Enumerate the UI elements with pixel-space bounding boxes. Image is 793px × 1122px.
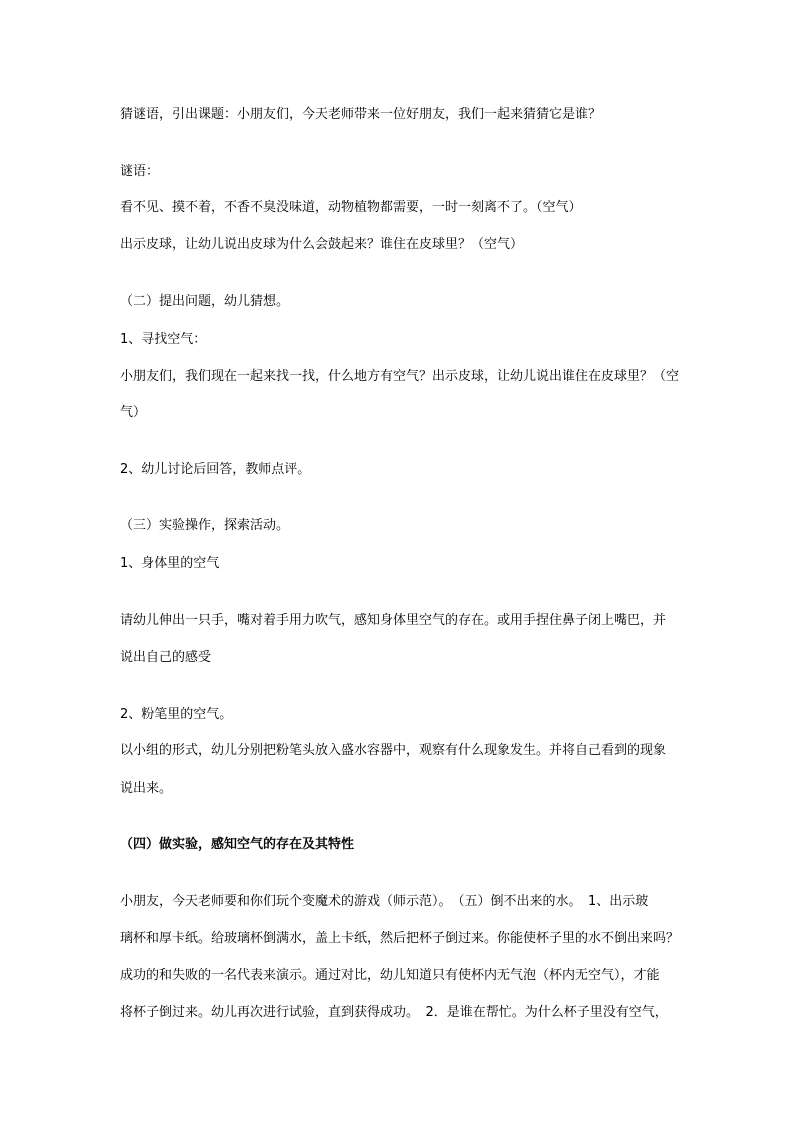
item-body-air: 1、身体里的空气 xyxy=(120,556,220,571)
paragraph-magic-line1: 小朋友，今天老师要和你们玩个变魔术的游戏（师示范）。 （五）倒不出来的水。 1、出示玻 xyxy=(120,894,649,909)
section-heading-4: （四）做实验，感知空气的存在及其特性 xyxy=(120,837,355,852)
paragraph-find-air-line1: 小朋友们，我们现在一起来找一找，什么地方有空气？出示皮球，让幼儿说出谁住在皮球里？（空 xyxy=(120,369,680,384)
paragraph-find-air-line2: 气） xyxy=(120,405,147,420)
riddle-text: 看不见、摸不着，不香不臭没味道，动物植物都需要，一时一刻离不了。（空气） xyxy=(120,200,582,215)
paragraph-body-air-line2: 说出自己的感受 xyxy=(120,650,212,665)
riddle-label: 谜语： xyxy=(120,164,160,179)
item-chalk-air: 2、粉笔里的空气。 xyxy=(120,707,233,722)
paragraph-chalk-line2: 说出来。 xyxy=(120,781,173,796)
paragraph-magic-line2: 璃杯和厚卡纸。给玻璃杯倒满水，盖上卡纸，然后把杯子倒过来。你能使杯子里的水不倒出来吗？ xyxy=(120,931,680,946)
section-heading-3: （三）实验操作，探索活动。 xyxy=(120,518,290,533)
paragraph-magic-line3: 成功的和失败的一名代表来演示。通过对比，幼儿知道只有使杯内无气泡（杯内无空气），才能 xyxy=(120,968,660,983)
section-heading-2: （二）提出问题，幼儿猜想。 xyxy=(120,294,290,309)
item-discussion: 2、幼儿讨论后回答，教师点评。 xyxy=(120,462,311,477)
paragraph-magic-line4: 将杯子倒过来。幼儿再次进行试验，直到获得成功。 2．是谁在帮忙。为什么杯子里没有空气， xyxy=(120,1005,668,1020)
paragraph-chalk-line1: 以小组的形式，幼儿分别把粉笔头放入盛水容器中，观察有什么现象发生。并将自己看到的现象 xyxy=(120,743,667,758)
paragraph-riddle-intro: 猜谜语，引出课题：小朋友们，今天老师带来一位好朋友，我们一起来猜猜它是谁？ xyxy=(120,107,602,122)
item-find-air: 1、寻找空气： xyxy=(120,332,207,347)
paragraph-ball: 出示皮球，让幼儿说出皮球为什么会鼓起来？谁住在皮球里？（空气） xyxy=(120,237,524,252)
paragraph-body-air-line1: 请幼儿伸出一只手，嘴对着手用力吹气，感知身体里空气的存在。或用手捏住鼻子闭上嘴巴，并 xyxy=(120,613,667,628)
